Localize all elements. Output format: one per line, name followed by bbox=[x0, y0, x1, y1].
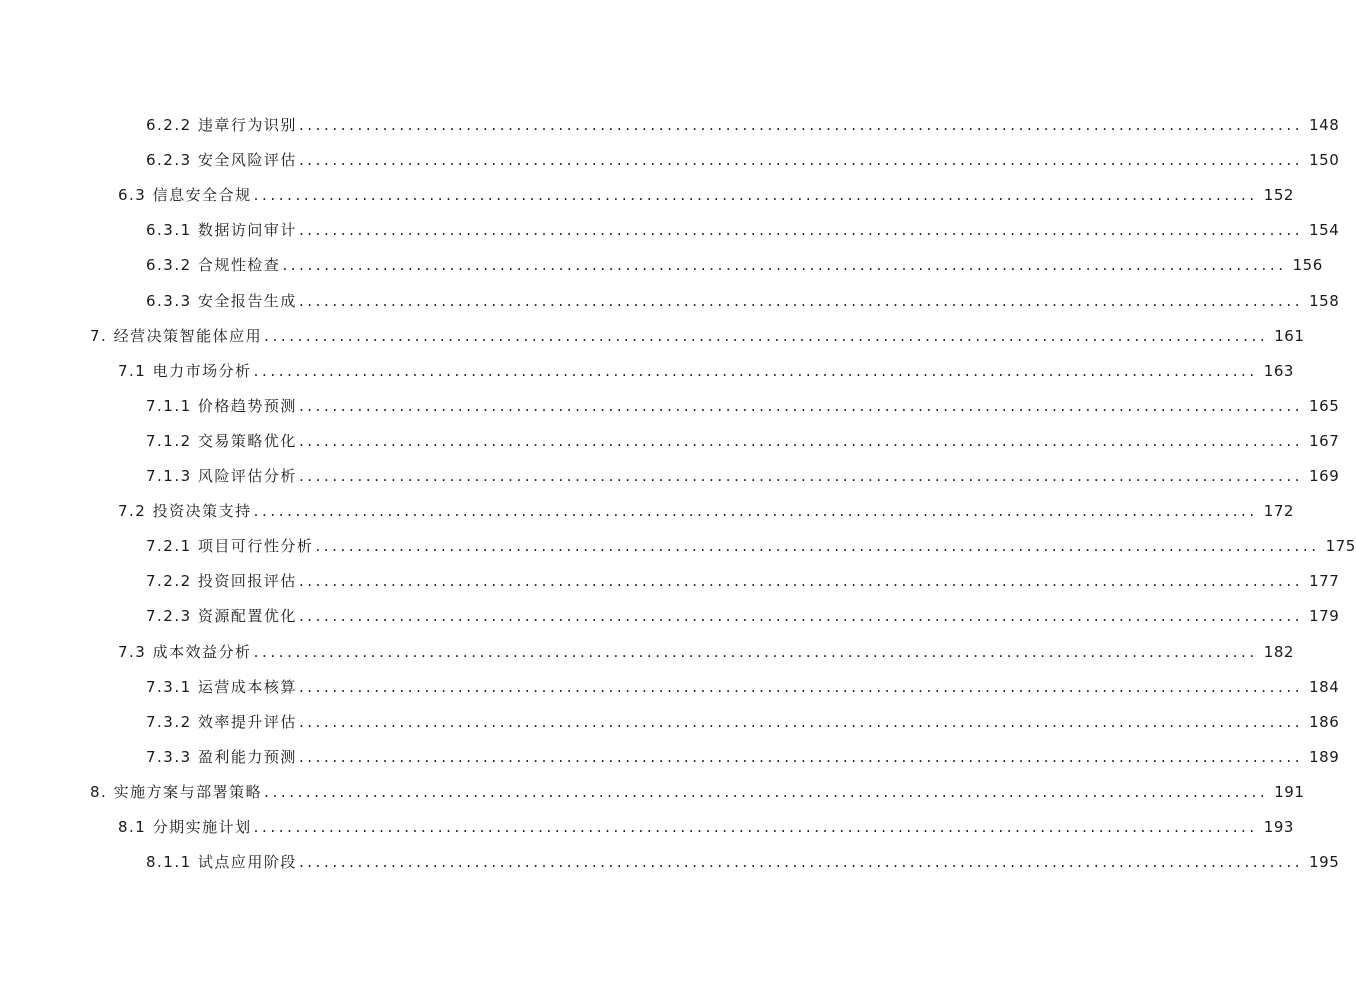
toc-entry-title: 8. 实施方案与部署策略 bbox=[90, 783, 263, 801]
toc-entry[interactable] bbox=[146, 710, 1340, 734]
toc-entry-title: 7.1 电力市场分析 bbox=[118, 362, 252, 380]
toc-entry-title: 6.2.3 安全风险评估 bbox=[146, 151, 297, 169]
toc-dot-leader: ........................................................................................................................ bbox=[282, 256, 1287, 274]
toc-page-number: 184 bbox=[1309, 678, 1340, 696]
toc-dot-leader: ........................................................................................................................ bbox=[298, 221, 1304, 239]
toc-dot-leader: ........................................................................................................................ bbox=[264, 327, 1269, 345]
toc-page-number: 172 bbox=[1263, 502, 1294, 520]
toc-entry[interactable] bbox=[146, 464, 1340, 488]
toc-dot-leader: ........................................................................................................................ bbox=[298, 607, 1304, 625]
toc-entry[interactable] bbox=[146, 429, 1340, 453]
toc-entry[interactable] bbox=[90, 780, 1305, 804]
toc-page-number: 191 bbox=[1274, 783, 1305, 801]
toc-page-number: 179 bbox=[1309, 607, 1340, 625]
toc-entry-title: 7.2.2 投资回报评估 bbox=[146, 572, 297, 590]
toc-entry-title: 7.1.2 交易策略优化 bbox=[146, 432, 297, 450]
toc-dot-leader: ........................................................................................................................ bbox=[298, 151, 1304, 169]
toc-dot-leader: ........................................................................................................................ bbox=[298, 853, 1304, 871]
toc-entry-title: 6.3 信息安全合规 bbox=[118, 186, 252, 204]
toc-dot-leader: ........................................................................................................................ bbox=[264, 783, 1269, 801]
toc-page-number: 169 bbox=[1309, 467, 1340, 485]
toc-entry[interactable] bbox=[118, 815, 1294, 839]
toc-entry[interactable] bbox=[90, 324, 1305, 348]
toc-page-number: 177 bbox=[1309, 572, 1340, 590]
toc-page-number: 189 bbox=[1309, 748, 1340, 766]
toc-page-number: 158 bbox=[1309, 292, 1340, 310]
toc-page-number: 163 bbox=[1263, 362, 1294, 380]
toc-dot-leader: ........................................................................................................................ bbox=[298, 748, 1304, 766]
toc-entry[interactable] bbox=[146, 534, 1356, 558]
toc-entry[interactable] bbox=[146, 745, 1340, 769]
toc-dot-leader: ........................................................................................................................ bbox=[298, 292, 1304, 310]
toc-page-number: 167 bbox=[1309, 432, 1340, 450]
toc-entry-title: 7.1.3 风险评估分析 bbox=[146, 467, 297, 485]
toc-entry-title: 7.3.1 运营成本核算 bbox=[146, 678, 297, 696]
toc-entry-title: 6.3.3 安全报告生成 bbox=[146, 292, 297, 310]
toc-page-number: 148 bbox=[1309, 116, 1340, 134]
toc-entry-title: 8.1 分期实施计划 bbox=[118, 818, 252, 836]
toc-entry-title: 7.2.3 资源配置优化 bbox=[146, 607, 297, 625]
toc-entry-title: 7.2 投资决策支持 bbox=[118, 502, 252, 520]
toc-entry[interactable] bbox=[146, 253, 1323, 277]
toc-page-number: 175 bbox=[1325, 537, 1356, 555]
toc-page-number: 154 bbox=[1309, 221, 1340, 239]
toc-page-number: 193 bbox=[1263, 818, 1294, 836]
toc-dot-leader: ........................................................................................................................ bbox=[298, 678, 1304, 696]
toc-entry[interactable] bbox=[118, 359, 1294, 383]
toc-dot-leader: ........................................................................................................................ bbox=[253, 186, 1258, 204]
toc-entry[interactable] bbox=[146, 289, 1340, 313]
toc-entry-title: 7. 经营决策智能体应用 bbox=[90, 327, 263, 345]
toc-dot-leader: ........................................................................................................................ bbox=[298, 713, 1304, 731]
toc-entry[interactable] bbox=[118, 640, 1294, 664]
toc-dot-leader: ........................................................................................................................ bbox=[253, 818, 1258, 836]
toc-dot-leader: ........................................................................................................................ bbox=[298, 397, 1304, 415]
toc-entry-title: 7.3 成本效益分析 bbox=[118, 643, 252, 661]
toc-entry-title: 7.2.1 项目可行性分析 bbox=[146, 537, 314, 555]
toc-entry[interactable] bbox=[146, 394, 1340, 418]
toc-entry[interactable] bbox=[146, 218, 1340, 242]
toc-dot-leader: ........................................................................................................................ bbox=[253, 643, 1258, 661]
toc-page-number: 195 bbox=[1309, 853, 1340, 871]
toc-entry-title: 7.1.1 价格趋势预测 bbox=[146, 397, 297, 415]
toc-entry[interactable] bbox=[146, 148, 1340, 172]
toc-entry[interactable] bbox=[146, 604, 1340, 628]
toc-entry-title: 8.1.1 试点应用阶段 bbox=[146, 853, 297, 871]
toc-entry-title: 6.2.2 违章行为识别 bbox=[146, 116, 297, 134]
toc-page-number: 150 bbox=[1309, 151, 1340, 169]
toc-page-number: 182 bbox=[1263, 643, 1294, 661]
toc-entry[interactable] bbox=[118, 183, 1294, 207]
toc-entry[interactable] bbox=[118, 499, 1294, 523]
toc-dot-leader: ........................................................................................................................ bbox=[298, 572, 1304, 590]
toc-page-number: 186 bbox=[1309, 713, 1340, 731]
toc-dot-leader: ........................................................................................................................ bbox=[298, 467, 1304, 485]
toc-page-number: 165 bbox=[1309, 397, 1340, 415]
toc-page-number: 152 bbox=[1263, 186, 1294, 204]
toc-dot-leader: ........................................................................................................................ bbox=[253, 362, 1258, 380]
toc-dot-leader: ........................................................................................................................ bbox=[315, 537, 1320, 555]
toc-entry-title: 6.3.2 合规性检查 bbox=[146, 256, 281, 274]
toc-dot-leader: ........................................................................................................................ bbox=[298, 116, 1304, 134]
toc-page-number: 161 bbox=[1274, 327, 1305, 345]
toc-entry[interactable] bbox=[146, 850, 1340, 874]
toc-entry-title: 7.3.3 盈利能力预测 bbox=[146, 748, 297, 766]
toc-entry-title: 7.3.2 效率提升评估 bbox=[146, 713, 297, 731]
toc-page-number: 156 bbox=[1292, 256, 1323, 274]
toc-entry[interactable] bbox=[146, 113, 1340, 137]
toc-entry-title: 6.3.1 数据访问审计 bbox=[146, 221, 297, 239]
toc-entry[interactable] bbox=[146, 569, 1340, 593]
toc-dot-leader: ........................................................................................................................ bbox=[253, 502, 1258, 520]
toc-dot-leader: ........................................................................................................................ bbox=[298, 432, 1304, 450]
toc-entry[interactable] bbox=[146, 675, 1340, 699]
